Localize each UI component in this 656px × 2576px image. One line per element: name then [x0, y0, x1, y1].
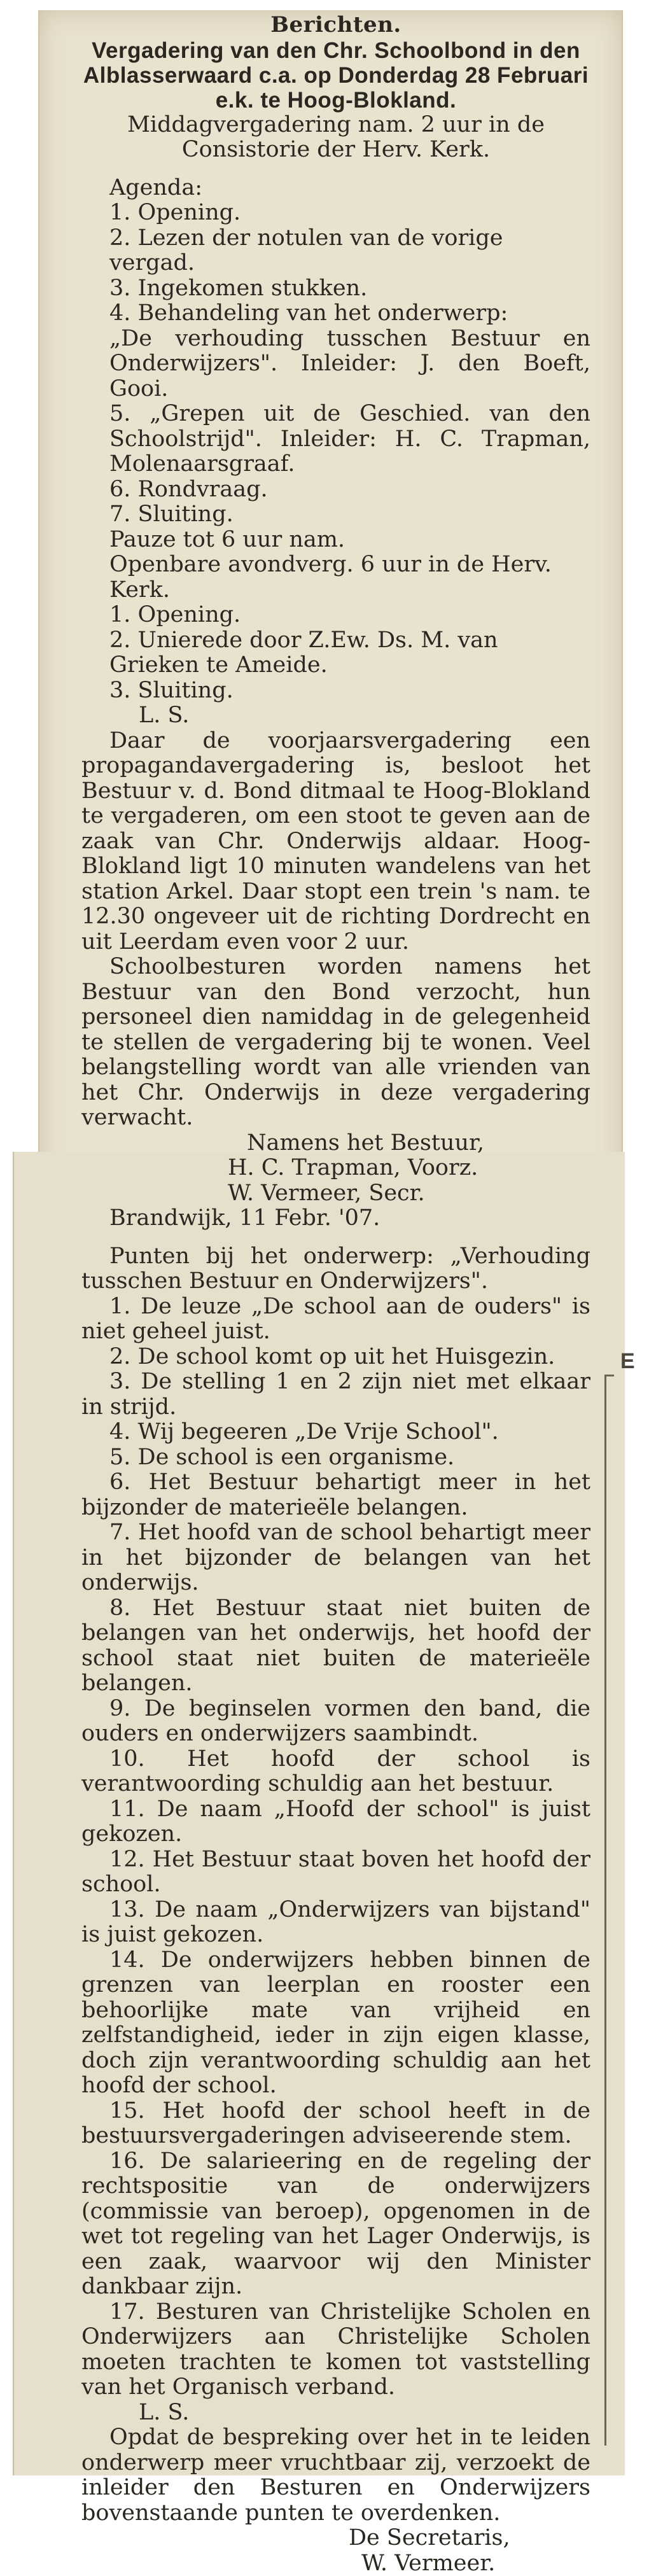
ls-heading: L. S.: [81, 703, 590, 729]
agenda-item: 2. Lezen der notulen van de vorige vergad.: [81, 226, 590, 276]
point-item: 5. De school is een organisme.: [81, 1445, 590, 1471]
adjacent-column-letter: E: [620, 1349, 635, 1374]
point-item: 14. De onderwijzers hebben binnen de grenzen van leerplan en rooster een behoorlijke mate van vrijheid en zelfstandigheid, ieder in zijn eigen klasse, doch zijn verantwoording schuldig aan het hoofd der school.: [81, 1948, 590, 2099]
evening-item: 1. Opening.: [81, 603, 590, 628]
point-item: 7. Het hoofd van de school behartigt meer in het bijzonder de belangen van het onderwijs.: [81, 1520, 590, 1596]
signature-name: H. C. Trapman, Voorz.: [81, 1156, 590, 1181]
signature-line: De Secretaris,: [81, 2526, 590, 2551]
ls-heading: L. S.: [81, 2400, 590, 2426]
point-item: 17. Besturen van Christelijke Scholen en Onderwijzers aan Christelijke Scholen moeten trachten te komen tot vaststelling van het Organisch verband.: [81, 2300, 590, 2400]
agenda-item: 5. „Grepen uit de Geschied. van den Schoolstrijd". Inleider: H. C. Trapman, Molenaarsgraaf.: [81, 402, 590, 477]
point-item: 8. Het Bestuur staat niet buiten de belangen van het onderwijs, het hoofd der school staat niet buiten de materieële belangen.: [81, 1596, 590, 1697]
evening-intro: Openbare avondverg. 6 uur in de Herv. Kerk.: [81, 552, 590, 603]
paragraph: Daar de voorjaarsvergadering een propagandavergadering is, besloot het Bestuur v. d. Bond ditmaal te Hoog-Blokland te vergaderen, om een stoot te geven aan de zaak van Chr. Onderwijs aldaar. Hoog-Blokland ligt 10 minuten wandelens van het station Arkel. Daar stopt een trein 's nam. te 12.30 ongeveer uit de richting Dordrecht en uit Leerdam even voor 2 uur.: [81, 729, 590, 955]
signature-block: [81, 1131, 590, 1231]
point-item: 12. Het Bestuur staat boven het hoofd der school.: [81, 1847, 590, 1898]
point-item: 9. De beginselen vormen den band, die ouders en onderwijzers saambindt.: [81, 1697, 590, 1747]
points-list: [81, 1294, 590, 2400]
closing-signature: [81, 2526, 590, 2576]
agenda-item: 1. Opening.: [81, 200, 590, 226]
point-item: 11. De naam „Hoofd der school" is juist gekozen.: [81, 1797, 590, 1847]
evening-list: [81, 603, 590, 703]
article-title: Vergadering van den Chr. Schoolbond in den Alblasserwaard c.a. op Donderdag 28 Februari e.k. te Hoog-Blokland.: [81, 38, 590, 113]
point-item: 16. De salarieering en de regeling der rechtspositie van de onderwijzers (commissie van beroep), opgenomen in de wet tot regeling van het Lager Onderwijs, is een zaak, waarvoor wij den Minister dankbaar zijn.: [81, 2149, 590, 2300]
point-item: 15. Het hoofd der school heeft in de bestuursvergaderingen adviseerende stem.: [81, 2099, 590, 2149]
point-item: 10. Het hoofd der school is verantwoording schuldig aan het bestuur.: [81, 1747, 590, 1797]
signature-line: Namens het Bestuur,: [81, 1131, 590, 1156]
point-item: 13. De naam „Onderwijzers van bijstand" is juist gekozen.: [81, 1898, 590, 1948]
agenda-list: [81, 200, 590, 552]
point-item: 2. De school komt op uit het Huisgezin.: [81, 1345, 590, 1370]
signature-name: W. Vermeer.: [81, 2551, 590, 2576]
evening-item: 2. Unierede door Z.Ew. Ds. M. van Grieken te Ameide.: [81, 628, 590, 678]
agenda-item: 7. Sluiting.: [81, 502, 590, 528]
agenda-item: „De verhouding tusschen Bestuur en Onderwijzers". Inleider: J. den Boeft, Gooi.: [81, 326, 590, 402]
agenda-item: 3. Ingekomen stukken.: [81, 276, 590, 302]
adjacent-column-edge: [604, 1375, 614, 2446]
intro-line: Middagvergadering nam. 2 uur in de Consistorie der Herv. Kerk.: [81, 113, 590, 163]
section-heading: Berichten.: [81, 13, 590, 38]
agenda-label: Agenda:: [81, 176, 590, 201]
evening-item: 3. Sluiting.: [81, 678, 590, 704]
agenda-item: Pauze tot 6 uur nam.: [81, 528, 590, 553]
point-item: 4. Wij begeeren „De Vrije School".: [81, 1420, 590, 1445]
point-item: 3. De stelling 1 en 2 zijn niet met elkaar in strijd.: [81, 1369, 590, 1420]
paragraph: Opdat de bespreking over het in te leiden onderwerp meer vruchtbaar zij, verzoekt de inleider den Besturen en Onderwijzers bovenstaande punten te overdenken.: [81, 2425, 590, 2526]
point-item: 1. De leuze „De school aan de ouders" is niet geheel juist.: [81, 1294, 590, 1345]
article-column: [81, 13, 590, 2576]
signature-name: W. Vermeer, Secr.: [81, 1181, 590, 1207]
point-item: 6. Het Bestuur behartigt meer in het bijzonder de materieële belangen.: [81, 1470, 590, 1520]
place-date: Brandwijk, 11 Febr. '07.: [81, 1206, 590, 1231]
points-intro: Punten bij het onderwerp: „Verhouding tusschen Bestuur en Onderwijzers".: [81, 1244, 590, 1294]
agenda-item: 6. Rondvraag.: [81, 477, 590, 503]
agenda-item: 4. Behandeling van het onderwerp:: [81, 301, 590, 326]
paragraph: Schoolbesturen worden namens het Bestuur van den Bond verzocht, hun personeel dien namiddag in de gelegenheid te stellen de vergadering bij te wonen. Veel belangstelling wordt van alle vrienden van het Chr. Onderwijs in deze vergadering verwacht.: [81, 955, 590, 1131]
